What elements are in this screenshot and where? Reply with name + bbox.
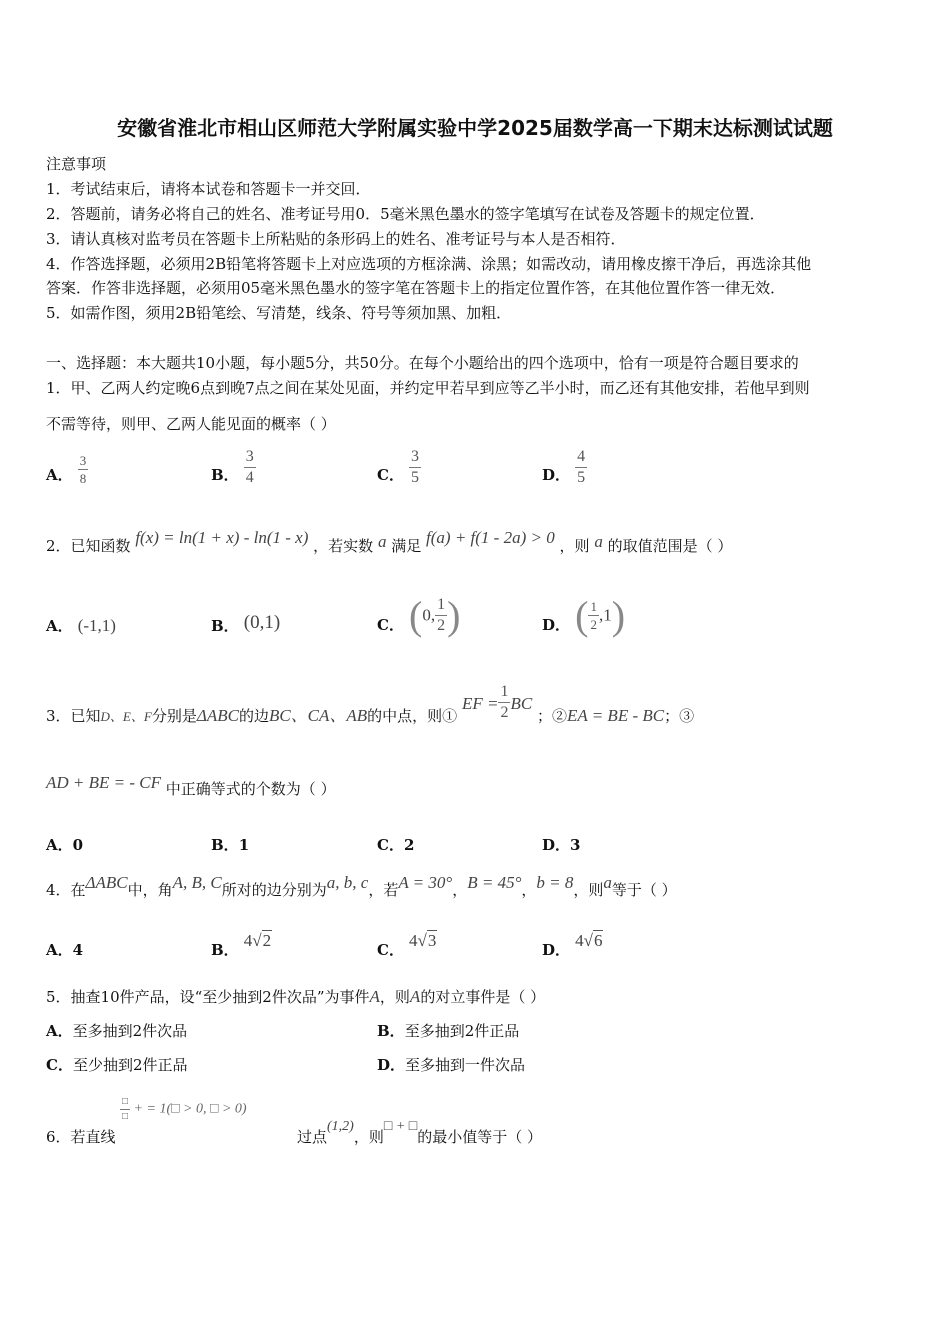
fraction: $\frac{1}{2}$ <box>590 599 597 632</box>
q2-option-c[interactable]: C． (0, $\frac{1}{2}$ ) <box>377 593 461 638</box>
fraction: $\frac{3}{5}$ <box>411 448 420 486</box>
q4-option-a[interactable]: A．4 <box>46 941 84 959</box>
question-6-prefix: 6．若直线 <box>46 1128 116 1146</box>
line-equation: $\frac{□}{□}$ + = 1(□ > 0, □ > 0) <box>122 1096 247 1122</box>
q2-option-d[interactable]: D． ( $\frac{1}{2}$ ,1) <box>542 593 626 638</box>
q3-option-a[interactable]: A．0 <box>46 836 84 854</box>
question-4: 4．在ΔABC中，角A, B, C所对的边分别为a, b, c，若A = 30°，B = 45°，b = 8，则a等于（ ） <box>46 873 677 899</box>
q5-option-c[interactable]: C．至少抽到2件正品 <box>46 1056 188 1074</box>
notice-item: 答案．作答非选择题，必须用05毫米黑色墨水的签字笔在答题卡上的指定位置作答，在其他位置作答一律无效． <box>46 279 786 297</box>
question-2: 2．已知函数 f(x) = ln(1 + x) - ln(1 - x) ，若实数 a 满足 f(a) + f(1 - 2a) > 0 ，则 a 的取值范围是（ ） <box>46 528 733 555</box>
q1-option-a[interactable] <box>46 454 88 485</box>
question-1-line-2: 不需等待，则甲、乙两人能见面的概率（ ） <box>46 415 336 433</box>
notice-item: 5．如需作图，须用2B铅笔绘、写清楚，线条、符号等须加黑、加粗． <box>46 304 512 322</box>
section-heading: 一、选择题：本大题共10小题，每小题5分，共50分。在每个小题给出的四个选项中，恰有一项是符合题目要求的 <box>46 354 799 372</box>
notice-item: 1．考试结束后，请将本试卷和答题卡一并交回． <box>46 180 371 198</box>
option-label: C． <box>377 466 404 484</box>
notice-item: 2．答题前，请务必将自己的姓名、准考证号用0．5毫米黑色墨水的签字笔填写在试卷及答题卡的规定位置． <box>46 205 765 223</box>
fraction: $\frac{4}{5}$ <box>577 448 586 486</box>
q3-option-b[interactable]: B．1 <box>211 836 250 854</box>
q4-option-b[interactable]: B． 4√2 <box>211 931 272 959</box>
option-label: B． <box>211 466 239 484</box>
sqrt-expression: 4√2 <box>243 931 272 950</box>
notice-item: 4．作答选择题，必须用2B铅笔将答题卡上对应选项的方框涂满、涂黑；如需改动，请用橡皮擦干净后，再选涂其他 <box>46 255 812 273</box>
q5-option-d[interactable]: D．至多抽到一件次品 <box>377 1056 526 1074</box>
q4-option-d[interactable]: D． 4√6 <box>542 931 603 959</box>
q1-option-c[interactable] <box>377 449 421 486</box>
q5-option-b[interactable]: B．至多抽到2件正品 <box>377 1022 520 1040</box>
notice-item: 3．请认真核对监考员在答题卡上所粘贴的条形码上的姓名、准考证号与本人是否相符． <box>46 230 626 248</box>
q2-option-a[interactable]: A． (-1,1) <box>46 616 116 635</box>
question-5: 5．抽查10件产品，设“至少抽到2件次品”为事件A，则A的对立事件是（ ） <box>46 987 546 1006</box>
condition-formula: f(a) + f(1 - 2a) > 0 <box>426 528 555 547</box>
question-1-line-1: 1．甲、乙两人约定晚6点到晚7点之间在某处见面，并约定甲若早到应等乙半小时，而乙还有其他安排，若他早到则 <box>46 379 810 397</box>
notice-heading: 注意事项 <box>46 155 107 173</box>
q3-option-c[interactable]: C．2 <box>377 836 415 854</box>
fraction: $\frac{1}{2}$ <box>500 683 509 721</box>
q1-option-d[interactable] <box>542 449 587 486</box>
question-3-cont: AD + BE = - CF 中正确等式的个数为（ ） <box>46 773 336 798</box>
q4-option-c[interactable]: C． 4√3 <box>377 931 437 959</box>
option-label: D． <box>542 466 571 484</box>
fraction: $\frac{3}{4}$ <box>245 448 254 486</box>
fraction: $\frac{1}{2}$ <box>437 596 446 634</box>
sqrt-expression: 4√6 <box>575 931 603 950</box>
q5-option-a[interactable]: A．至多抽到2件次品 <box>46 1022 188 1040</box>
question-6-rest: 过点(1,2)，则□ + □的最小值等于（ ） <box>297 1119 542 1146</box>
q1-option-b[interactable] <box>211 449 256 486</box>
page-title: 安徽省淮北市相山区师范大学附属实验中学2025届数学高一下期末达标测试试题 <box>117 116 833 140</box>
option-label: A． <box>46 466 73 484</box>
q2-option-b[interactable]: B． (0,1) <box>211 612 281 635</box>
q3-option-d[interactable]: D．3 <box>542 836 581 854</box>
sqrt-expression: 4√3 <box>409 931 437 950</box>
function-formula: f(x) = ln(1 + x) - ln(1 - x) <box>135 528 309 547</box>
fraction: $\frac{3}{8}$ <box>79 453 87 486</box>
question-3: 3．已知D、E、F分别是ΔABC的边BC、CA、AB的中点，则① EF = $\frac{1}{2}$ BC ；②EA = BE - BC；③ <box>46 683 695 725</box>
